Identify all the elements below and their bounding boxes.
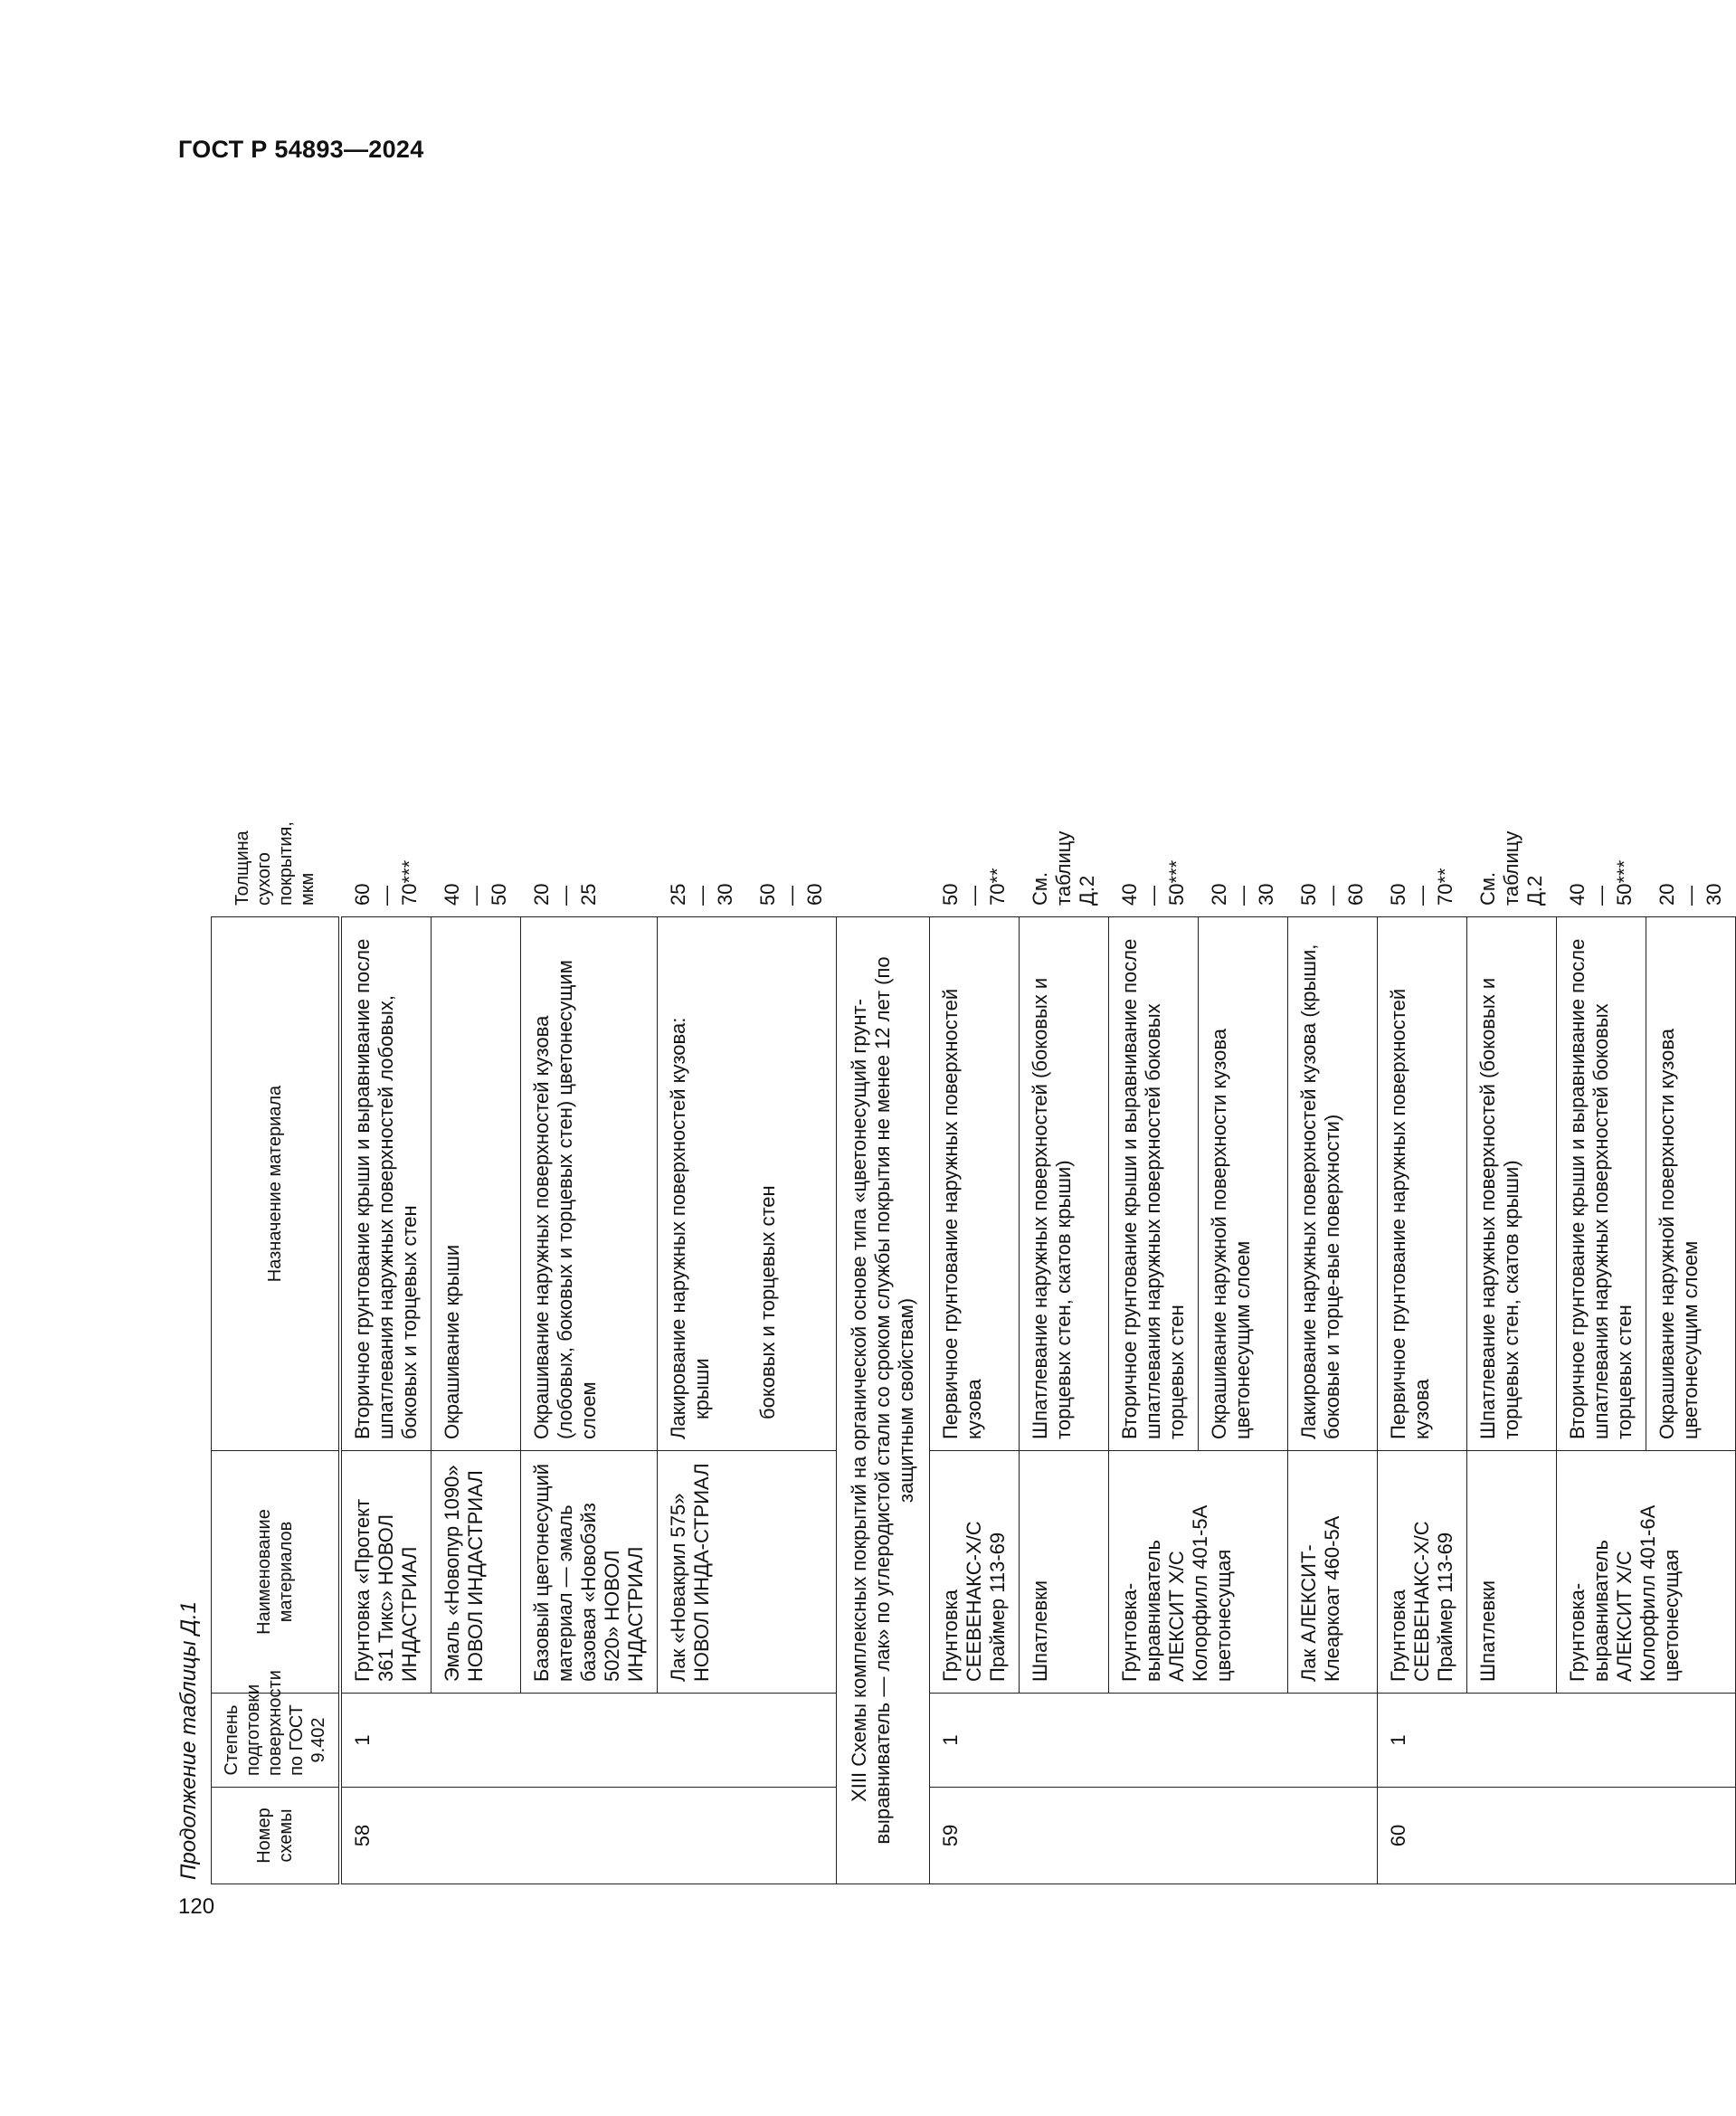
- table-row: Эмаль «Новопур 1090» НОВОЛ ИНДАСТРИАЛ Окрашивание крыши 40—50: [432, 215, 521, 1884]
- table-row: 60 1 Грунтовка СЕЕВЕНАКС-Х/С Праймер 113-69 Первичное грунтование наружных поверхностей кузова 50—70**: [1378, 215, 1467, 1884]
- material-purpose: Шпатлевание наружных поверхностей (боковых и торцевых стен, скатов крыши): [1020, 917, 1109, 1451]
- section-title: XIII Схемы комплексных покрытий на органической основе типа «цветонесущий грунт-выравниватель — лак» по углеродистой стали со сроком службы покрытия не менее 12 лет (по защитным свойствам): [837, 917, 930, 1884]
- table-header-row: Номер схемы Степень подготовки поверхности по ГОСТ 9.402 Наименование материалов Назначение материала Толщина сухого покрытия, мкм: [212, 215, 341, 1884]
- scheme-number: 58: [340, 1788, 837, 1884]
- rotated-table-container: [211, 214, 1725, 1884]
- section-row: [837, 215, 930, 1884]
- material-name: Грунтовка СЕЕВЕНАКС-Х/С Праймер 113-69: [1378, 1451, 1467, 1694]
- purpose-lead: Лакирование наружных поверхностей кузова:: [667, 1017, 689, 1439]
- material-purpose: [658, 917, 747, 1451]
- table-row: Базовый цветонесущий материал — эмаль базовая «Новобэйз 5020» НОВОЛ ИНДАСТРИАЛ Окрашивание наружных поверхностей кузова (лобовых, боковых и торцевых стен) цветонесущим слоем 20—25: [521, 215, 658, 1884]
- page-number: 120: [178, 1894, 215, 1919]
- scheme-number: 59: [930, 1788, 1378, 1884]
- prep-degree: 1: [340, 1694, 837, 1788]
- material-name: Лак «Новакрил 575» НОВОЛ ИНДА-СТРИАЛ: [658, 1451, 837, 1694]
- material-name: Грунтовка «Протект 361 Тикс» НОВОЛ ИНДАСТРИАЛ: [340, 1451, 432, 1694]
- purpose-sub: боковых и торцевых стен: [747, 917, 837, 1451]
- material-name: Грунтовка СЕЕВЕНАКС-Х/С Праймер 113-69: [930, 1451, 1020, 1694]
- table-row: Лак АЛЕКСИТ-Клеаркоат 460-5А Лакирование наружных поверхностей кузова (крыши, боковые и торце-вые поверхности) 50—60: [1288, 215, 1378, 1884]
- table-row: боковых и торцевых стен 50—60: [747, 215, 837, 1884]
- material-purpose: Первичное грунтование наружных поверхностей кузова: [930, 917, 1020, 1451]
- material-name: Грунтовка-выравниватель АЛЕКСИТ Х/С Колорфилл 401-5А цветонесущая: [1109, 1451, 1288, 1694]
- material-purpose: Вторичное грунтование крыши и выравнивание после шпатлевания наружных поверхностей лобовых, боковых и торцевых стен: [340, 917, 432, 1451]
- material-name: Грунтовка-выравниватель АЛЕКСИТ Х/С Колорфилл 401-6А цветонесущая: [1557, 1451, 1736, 1694]
- table-row: Шпатлевки Шпатлевание наружных поверхностей (боковых и торцевых стен, скатов крыши) См. таблицу Д.2: [1020, 215, 1109, 1884]
- table-row: 59 1 Грунтовка СЕЕВЕНАКС-Х/С Праймер 113-69 Первичное грунтование наружных поверхностей кузова 50—70**: [930, 215, 1020, 1884]
- table-caption: Продолжение таблицы Д.1: [176, 1600, 201, 1880]
- material-purpose: Шпатлевание наружных поверхностей (боковых и торцевых стен, скатов крыши): [1467, 917, 1557, 1451]
- table-row: Грунтовка-выравниватель АЛЕКСИТ Х/С Колорфилл 401-5А цветонесущая Вторичное грунтование крыши и выравнивание после шпатлевания наружных поверхностей боковых торцевых стен 40—50***: [1109, 215, 1199, 1884]
- material-name: Лак АЛЕКСИТ-Клеаркоат 460-5А: [1288, 1451, 1378, 1694]
- table-row: Шпатлевки Шпатлевание наружных поверхностей (боковых и торцевых стен, скатов крыши) См. таблицу Д.2: [1467, 215, 1557, 1884]
- table-row: Лак «Новакрил 575» НОВОЛ ИНДА-СТРИАЛ Лакирование наружных поверхностей кузова: крыши 25—30: [658, 215, 747, 1884]
- col-header-prep: Степень подготовки поверхности по ГОСТ 9.402: [212, 1694, 341, 1788]
- table-row: 58 1 Грунтовка «Протект 361 Тикс» НОВОЛ ИНДАСТРИАЛ Вторичное грунтование крыши и выравнивание после шпатлевания наружных поверхностей лобовых, боковых и торцевых стен 60—70***: [340, 215, 432, 1884]
- material-name: Шпатлевки: [1020, 1451, 1109, 1694]
- table-row: Грунтовка-выравниватель АЛЕКСИТ Х/С Колорфилл 401-6А цветонесущая Вторичное грунтование крыши и выравнивание после шпатлевания наружных поверхностей боковых торцевых стен 40—50***: [1557, 215, 1646, 1884]
- purpose-sub: крыши: [690, 1358, 713, 1419]
- material-purpose: Окрашивание наружной поверхности кузова цветонесущим слоем: [1646, 917, 1736, 1451]
- col-header-name: Наименование материалов: [212, 1451, 341, 1694]
- material-purpose: Лакирование наружных поверхностей кузова (крыши, боковые и торце-вые поверхности): [1288, 917, 1378, 1451]
- material-purpose: Окрашивание наружных поверхностей кузова (лобовых, боковых и торцевых стен) цветонесущим слоем: [521, 917, 658, 1451]
- material-purpose: Окрашивание крыши: [432, 917, 521, 1451]
- prep-degree: 1: [930, 1694, 1378, 1788]
- material-name: Шпатлевки: [1467, 1451, 1557, 1694]
- col-header-purpose: Назначение материала: [212, 917, 341, 1451]
- materials-table: [211, 214, 1736, 1884]
- prep-degree: 1: [1378, 1694, 1736, 1788]
- material-name: Эмаль «Новопур 1090» НОВОЛ ИНДАСТРИАЛ: [432, 1451, 521, 1694]
- col-header-scheme: Номер схемы: [212, 1788, 341, 1884]
- material-purpose: Вторичное грунтование крыши и выравнивание после шпатлевания наружных поверхностей боковых торцевых стен: [1109, 917, 1199, 1451]
- material-name: Базовый цветонесущий материал — эмаль базовая «Новобэйз 5020» НОВОЛ ИНДАСТРИАЛ: [521, 1451, 658, 1694]
- document-header: ГОСТ Р 54893—2024: [178, 136, 424, 163]
- scheme-number: 60: [1378, 1788, 1736, 1884]
- material-purpose: Вторичное грунтование крыши и выравнивание после шпатлевания наружных поверхностей боковых торцевых стен: [1557, 917, 1646, 1451]
- material-purpose: Окрашивание наружной поверхности кузова цветонесущим слоем: [1199, 917, 1288, 1451]
- table-row: Окрашивание наружной поверхности кузова цветонесущим слоем 20—30: [1646, 215, 1736, 1884]
- material-purpose: Первичное грунтование наружных поверхностей кузова: [1378, 917, 1467, 1451]
- table-row: Окрашивание наружной поверхности кузова цветонесущим слоем 20—30: [1199, 215, 1288, 1884]
